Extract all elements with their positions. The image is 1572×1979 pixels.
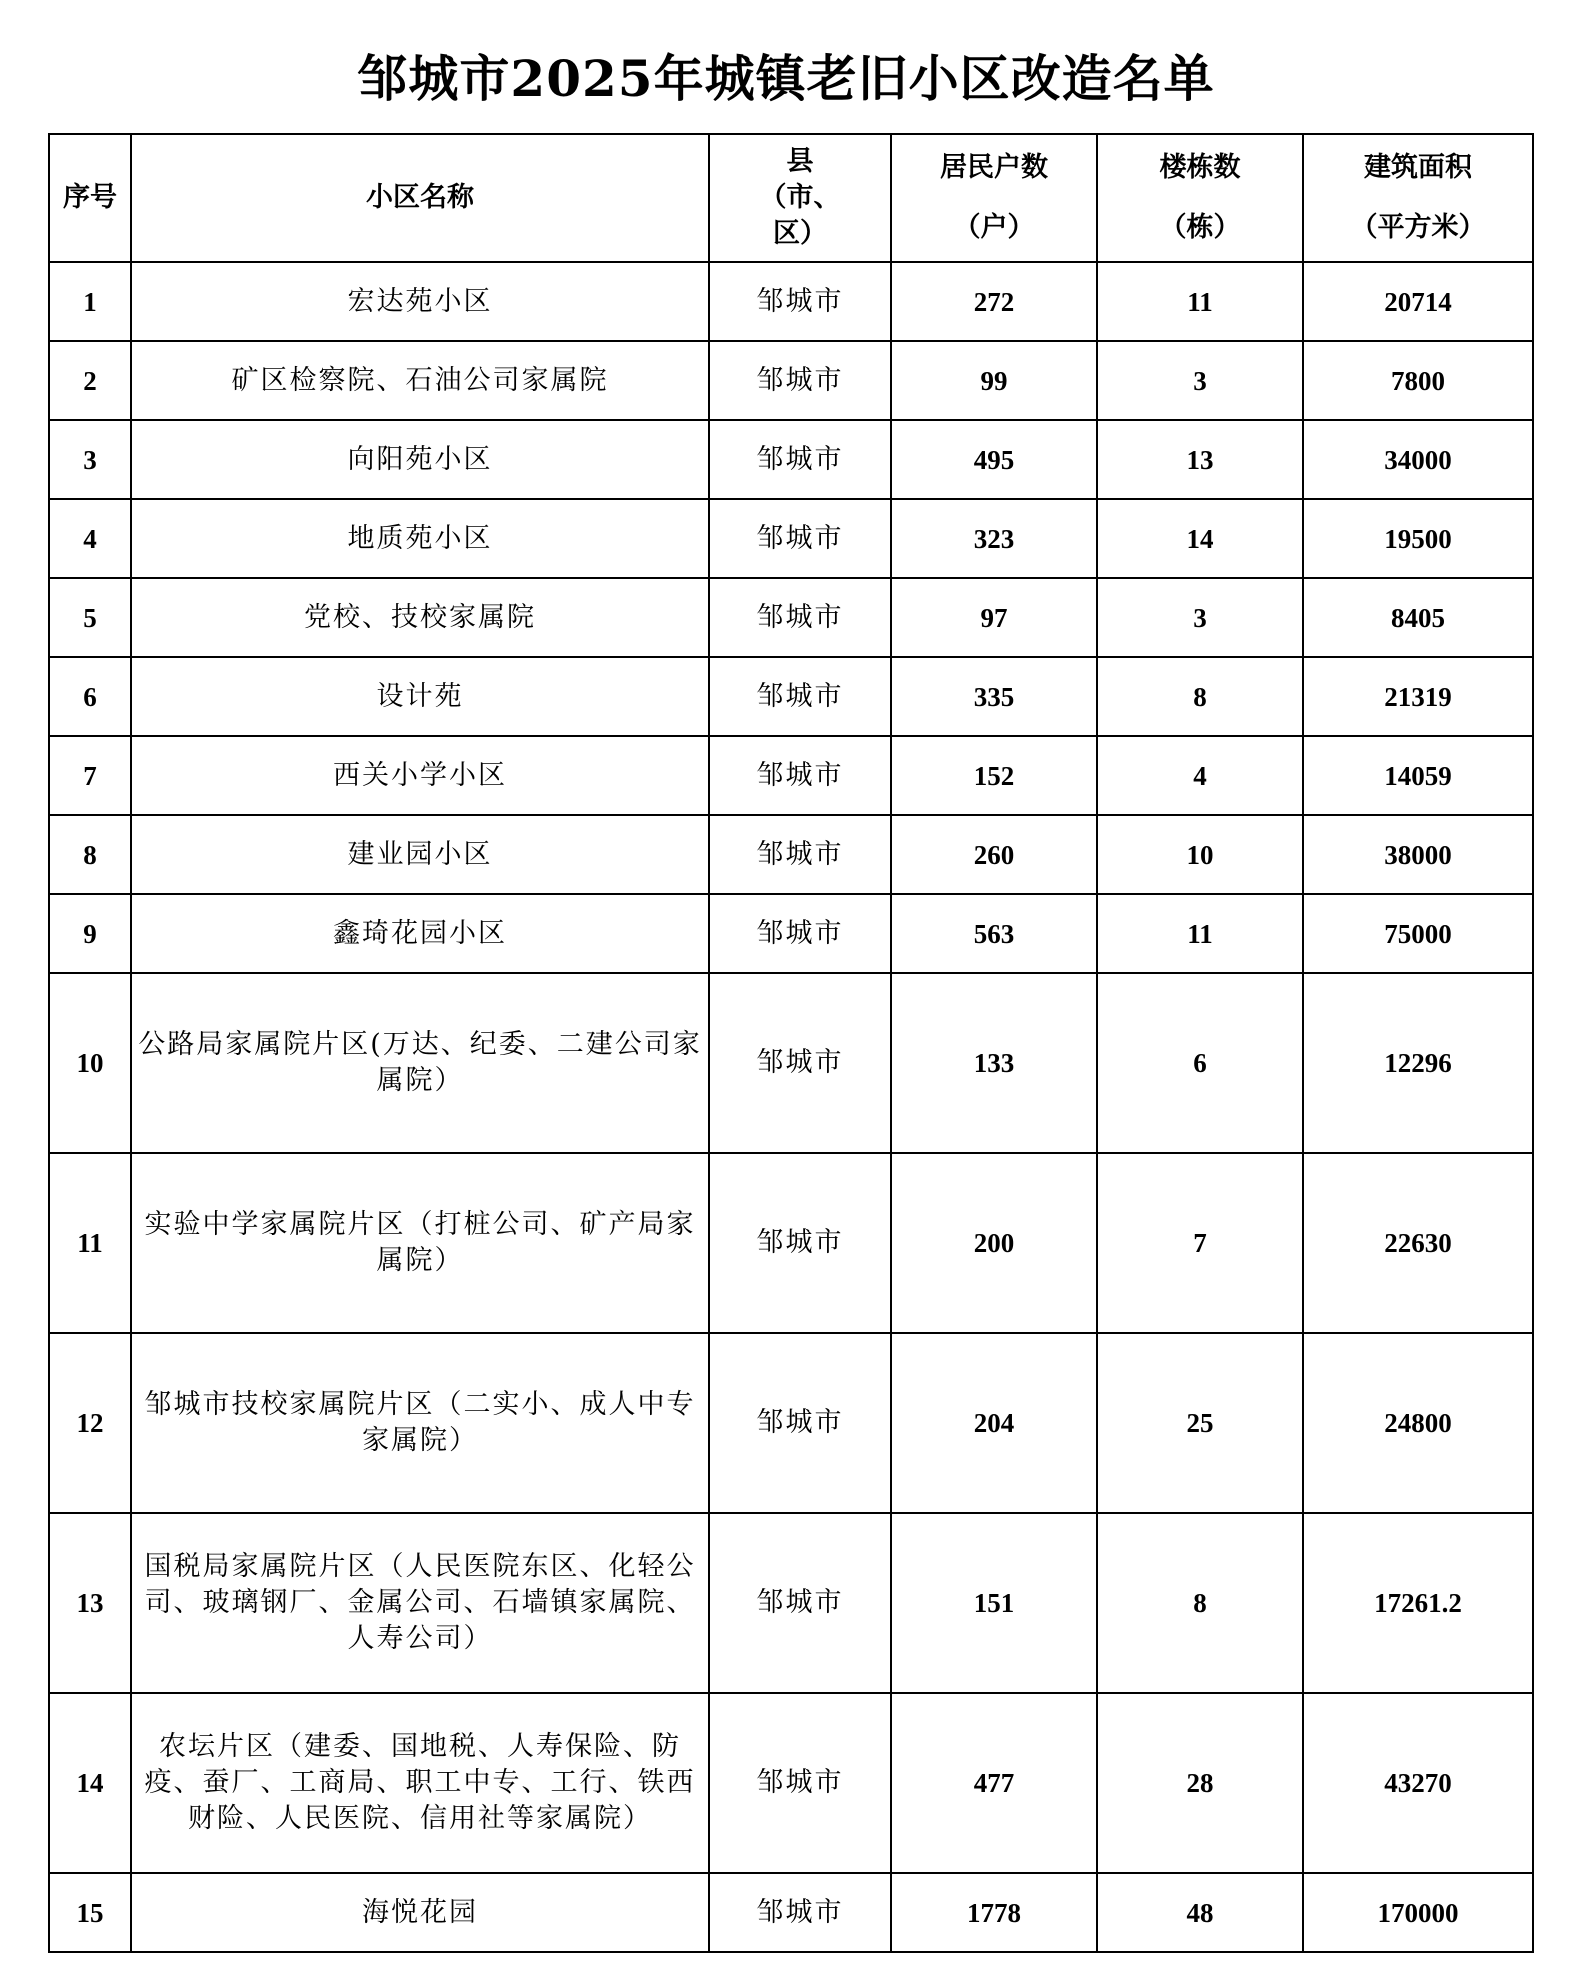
cell-area: 21319 (1303, 657, 1533, 736)
table-row (49, 815, 1533, 894)
header-area (1303, 134, 1533, 262)
cell-county: 邹城市 (709, 1153, 891, 1333)
cell-name: 邹城市技校家属院片区（二实小、成人中专家属院） (131, 1333, 709, 1513)
cell-buildings: 11 (1097, 894, 1303, 973)
cell-county: 邹城市 (709, 262, 891, 341)
table-row (49, 262, 1533, 341)
cell-county: 邹城市 (709, 973, 891, 1153)
cell-buildings: 11 (1097, 262, 1303, 341)
header-area-label: 建筑面积 (1364, 152, 1472, 183)
cell-area: 7800 (1303, 341, 1533, 420)
cell-households: 563 (891, 894, 1097, 973)
cell-seq: 10 (49, 973, 131, 1153)
cell-county: 邹城市 (709, 1693, 891, 1873)
cell-buildings: 4 (1097, 736, 1303, 815)
table-row (49, 1333, 1533, 1513)
cell-seq: 9 (49, 894, 131, 973)
cell-name: 国税局家属院片区（人民医院东区、化轻公司、玻璃钢厂、金属公司、石墙镇家属院、人寿公司） (131, 1513, 709, 1693)
cell-area: 8405 (1303, 578, 1533, 657)
cell-county: 邹城市 (709, 1873, 891, 1952)
cell-county: 邹城市 (709, 1513, 891, 1693)
table-row (49, 973, 1533, 1153)
cell-households: 335 (891, 657, 1097, 736)
cell-area: 75000 (1303, 894, 1533, 973)
table-row (49, 736, 1533, 815)
cell-seq: 15 (49, 1873, 131, 1952)
cell-area: 19500 (1303, 499, 1533, 578)
table-row (49, 499, 1533, 578)
cell-seq: 13 (49, 1513, 131, 1693)
table-row (49, 420, 1533, 499)
cell-name: 农坛片区（建委、国地税、人寿保险、防疫、蚕厂、工商局、职工中专、工行、铁西财险、人民医院、信用社等家属院） (131, 1693, 709, 1873)
cell-households: 260 (891, 815, 1097, 894)
cell-name: 海悦花园 (131, 1873, 709, 1952)
cell-area: 170000 (1303, 1873, 1533, 1952)
cell-seq: 8 (49, 815, 131, 894)
cell-buildings: 13 (1097, 420, 1303, 499)
cell-name: 设计苑 (131, 657, 709, 736)
table-row (49, 578, 1533, 657)
cell-area: 17261.2 (1303, 1513, 1533, 1693)
cell-households: 133 (891, 973, 1097, 1153)
header-buildings-label: 楼栋数 (1159, 152, 1241, 183)
cell-area: 38000 (1303, 815, 1533, 894)
cell-buildings: 3 (1097, 341, 1303, 420)
table-row (49, 1153, 1533, 1333)
cell-county: 邹城市 (709, 736, 891, 815)
cell-seq: 1 (49, 262, 131, 341)
header-county: 县（市、区） (709, 134, 891, 262)
cell-households: 99 (891, 341, 1097, 420)
cell-households: 200 (891, 1153, 1097, 1333)
cell-area: 34000 (1303, 420, 1533, 499)
cell-area: 14059 (1303, 736, 1533, 815)
cell-county: 邹城市 (709, 894, 891, 973)
cell-buildings: 10 (1097, 815, 1303, 894)
cell-name: 鑫琦花园小区 (131, 894, 709, 973)
cell-households: 97 (891, 578, 1097, 657)
cell-buildings: 3 (1097, 578, 1303, 657)
header-buildings-unit: （栋） (1159, 212, 1241, 243)
cell-name: 实验中学家属院片区（打桩公司、矿产局家属院） (131, 1153, 709, 1333)
cell-name: 矿区检察院、石油公司家属院 (131, 341, 709, 420)
cell-buildings: 48 (1097, 1873, 1303, 1952)
table-header-row (49, 134, 1533, 262)
cell-households: 204 (891, 1333, 1097, 1513)
renovation-list-table (48, 133, 1534, 1953)
table-row (49, 657, 1533, 736)
header-buildings (1097, 134, 1303, 262)
cell-county: 邹城市 (709, 499, 891, 578)
cell-county: 邹城市 (709, 420, 891, 499)
cell-name: 公路局家属院片区(万达、纪委、二建公司家属院） (131, 973, 709, 1153)
cell-area: 12296 (1303, 973, 1533, 1153)
cell-households: 495 (891, 420, 1097, 499)
cell-seq: 6 (49, 657, 131, 736)
cell-households: 272 (891, 262, 1097, 341)
cell-households: 1778 (891, 1873, 1097, 1952)
document-title: 邹城市2025年城镇老旧小区改造名单 (357, 49, 1215, 108)
table-row (49, 1873, 1533, 1952)
cell-seq: 11 (49, 1153, 131, 1333)
cell-county: 邹城市 (709, 657, 891, 736)
cell-area: 43270 (1303, 1693, 1533, 1873)
cell-households: 151 (891, 1513, 1097, 1693)
cell-households: 477 (891, 1693, 1097, 1873)
header-area-unit: （平方米） (1350, 212, 1486, 243)
cell-seq: 3 (49, 420, 131, 499)
cell-buildings: 14 (1097, 499, 1303, 578)
cell-seq: 14 (49, 1693, 131, 1873)
cell-area: 20714 (1303, 262, 1533, 341)
table-row (49, 341, 1533, 420)
header-seq: 序号 (49, 134, 131, 262)
cell-buildings: 8 (1097, 1513, 1303, 1693)
cell-name: 建业园小区 (131, 815, 709, 894)
cell-households: 152 (891, 736, 1097, 815)
cell-county: 邹城市 (709, 1333, 891, 1513)
cell-buildings: 28 (1097, 1693, 1303, 1873)
header-households-label: 居民户数 (940, 152, 1048, 183)
header-households (891, 134, 1097, 262)
table-row (49, 1513, 1533, 1693)
table-row (49, 894, 1533, 973)
cell-seq: 4 (49, 499, 131, 578)
header-households-unit: （户） (953, 212, 1035, 243)
cell-seq: 12 (49, 1333, 131, 1513)
cell-buildings: 25 (1097, 1333, 1303, 1513)
cell-seq: 7 (49, 736, 131, 815)
cell-buildings: 7 (1097, 1153, 1303, 1333)
cell-area: 22630 (1303, 1153, 1533, 1333)
cell-county: 邹城市 (709, 815, 891, 894)
cell-name: 地质苑小区 (131, 499, 709, 578)
cell-households: 323 (891, 499, 1097, 578)
table-row (49, 1693, 1533, 1873)
cell-name: 宏达苑小区 (131, 262, 709, 341)
cell-seq: 2 (49, 341, 131, 420)
cell-seq: 5 (49, 578, 131, 657)
cell-buildings: 6 (1097, 973, 1303, 1153)
cell-buildings: 8 (1097, 657, 1303, 736)
cell-area: 24800 (1303, 1333, 1533, 1513)
cell-name: 党校、技校家属院 (131, 578, 709, 657)
cell-county: 邹城市 (709, 341, 891, 420)
cell-name: 西关小学小区 (131, 736, 709, 815)
cell-county: 邹城市 (709, 578, 891, 657)
header-name: 小区名称 (131, 134, 709, 262)
cell-name: 向阳苑小区 (131, 420, 709, 499)
